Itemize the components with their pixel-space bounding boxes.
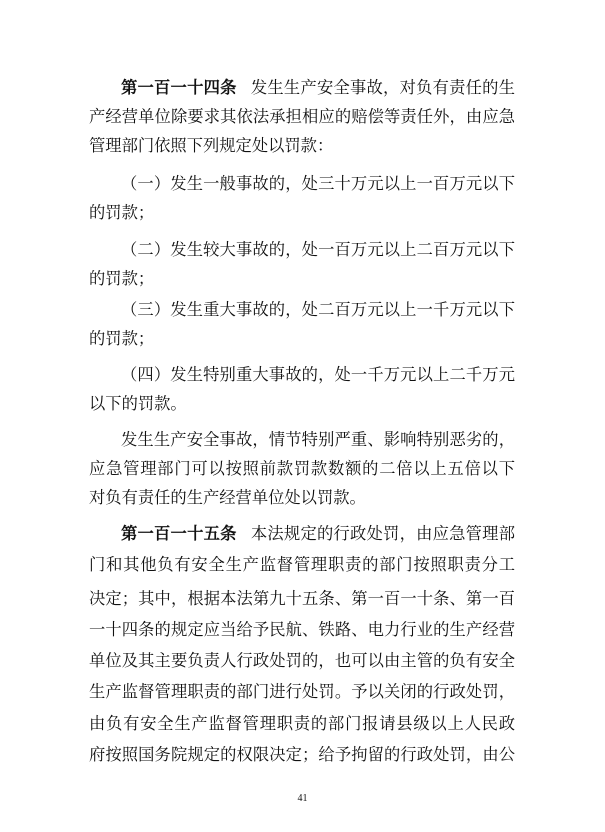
- article-115-line: 决定；其中，根据本法第九十五条、第一百一十条、第一百: [89, 589, 515, 608]
- item-1-line: 的罚款；: [89, 203, 155, 222]
- paragraph-line: 应急管理部门可以按照前款罚款数额的二倍以上五倍以下: [89, 459, 515, 478]
- item-4-line: （四）发生特别重大事故的，处一千万元以上二千万元: [121, 365, 515, 384]
- item-3-line: （三）发生重大事故的，处二百万元以上一千万元以下: [121, 300, 515, 319]
- item-2-line: 的罚款；: [89, 269, 155, 288]
- article-114-first-line: [121, 75, 515, 101]
- article-115-text: 本法规定的行政处罚，由应急管理部: [250, 524, 515, 543]
- page-number: 41: [297, 793, 308, 804]
- item-4-line: 以下的罚款。: [89, 394, 187, 413]
- item-3-line: 的罚款；: [89, 329, 155, 348]
- article-115-line: 府按照国务院规定的权限决定；给予拘留的行政处罚，由公: [89, 745, 515, 764]
- article-114-heading: 第一百一十四条: [121, 78, 237, 97]
- article-115-line: 单位及其主要负责人行政处罚的，也可以由主管的负有安全: [89, 651, 515, 670]
- article-115-heading: 第一百一十五条: [121, 524, 237, 543]
- article-115-line: 门和其他负有安全生产监督管理职责的部门按照职责分工: [89, 555, 515, 574]
- article-115-line: 一十四条的规定应当给予民航、铁路、电力行业的生产经营: [89, 620, 515, 639]
- article-115-line: 由负有安全生产监督管理职责的部门报请县级以上人民政: [89, 714, 515, 733]
- article-115-first-line: [121, 521, 515, 547]
- item-2-line: （二）发生较大事故的，处一百万元以上二百万元以下: [121, 240, 515, 259]
- item-1-line: （一）发生一般事故的，处三十万元以上一百万元以下: [121, 174, 515, 193]
- article-114-line: 产经营单位除要求其依法承担相应的赔偿等责任外，由应急: [89, 107, 515, 126]
- paragraph-line: 对负有责任的生产经营单位处以罚款。: [89, 488, 366, 507]
- article-114-text: 发生生产安全事故，对负有责任的生: [250, 78, 515, 97]
- paragraph-line: 发生生产安全事故，情节特别严重、影响特别恶劣的，: [121, 430, 515, 449]
- article-115-line: 生产监督管理职责的部门进行处罚。予以关闭的行政处罚，: [89, 682, 515, 701]
- article-114-line: 管理部门依照下列规定处以罚款：: [89, 136, 334, 155]
